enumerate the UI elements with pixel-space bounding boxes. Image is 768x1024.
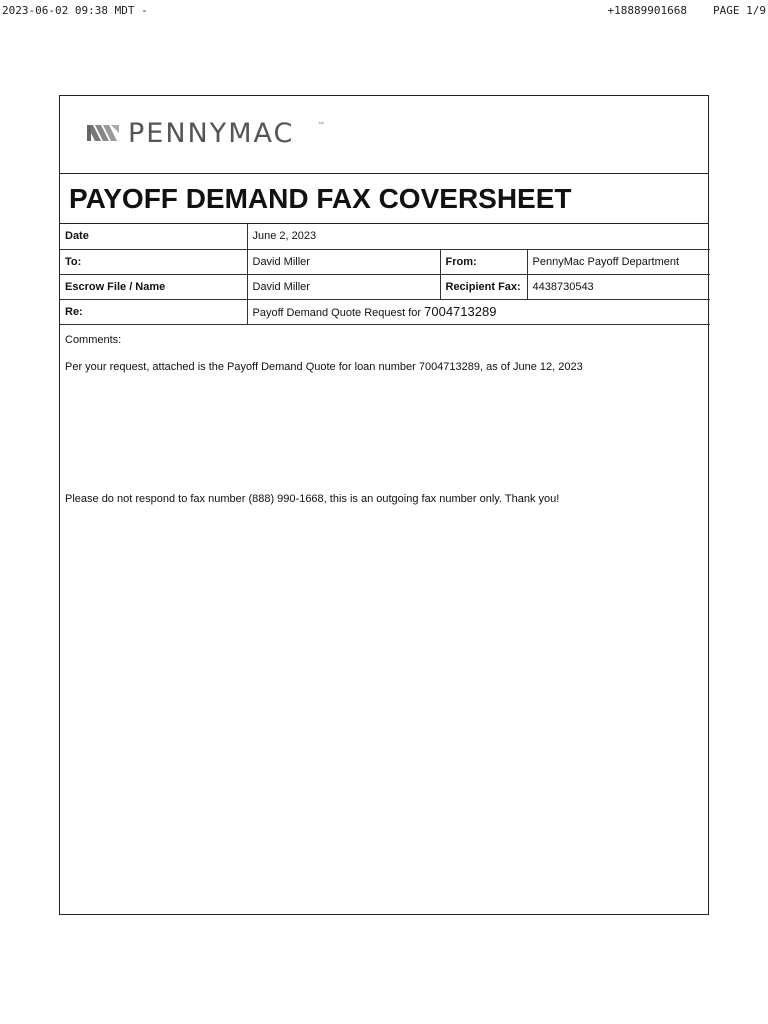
to-from-row bbox=[60, 249, 710, 274]
title-row bbox=[60, 174, 708, 224]
fax-timestamp: 2023-06-02 09:38 MDT - bbox=[2, 4, 148, 17]
fax-coversheet bbox=[59, 95, 709, 915]
pennymac-logo-mark-icon bbox=[87, 123, 121, 143]
from-label: From: bbox=[440, 249, 527, 274]
pennymac-logo-text: PENNYMAC bbox=[128, 118, 295, 149]
date-value: June 2, 2023 bbox=[247, 224, 710, 249]
comments-line-1: Per your request, attached is the Payoff Demand Quote for loan number 7004713289, as of June 12, 2023 bbox=[65, 361, 583, 373]
from-value: PennyMac Payoff Department bbox=[527, 249, 710, 274]
recipient-fax-label: Recipient Fax: bbox=[440, 274, 527, 299]
re-loan-number: 7004713289 bbox=[424, 304, 497, 319]
re-value bbox=[247, 299, 710, 324]
recipient-fax-value: 4438730543 bbox=[527, 274, 710, 299]
fax-transmission-header bbox=[0, 4, 768, 20]
fax-page: PAGE 1/9 bbox=[713, 4, 766, 17]
to-value: David Miller bbox=[247, 249, 440, 274]
date-label: Date bbox=[60, 224, 247, 249]
escrow-value: David Miller bbox=[247, 274, 440, 299]
escrow-label: Escrow File / Name bbox=[60, 274, 247, 299]
escrow-row bbox=[60, 274, 710, 299]
logo-trademark: ™ bbox=[318, 122, 324, 128]
fax-number: +18889901668 bbox=[607, 4, 688, 17]
re-row bbox=[60, 299, 710, 324]
comments-label: Comments: bbox=[65, 334, 122, 346]
logo-row bbox=[60, 96, 708, 174]
date-row bbox=[60, 224, 710, 249]
page-title: PAYOFF DEMAND FAX COVERSHEET bbox=[69, 183, 572, 214]
re-prefix: Payoff Demand Quote Request for bbox=[252, 307, 425, 319]
to-label: To: bbox=[60, 249, 247, 274]
info-table bbox=[60, 224, 710, 325]
comments-line-2: Please do not respond to fax number (888) 990-1668, this is an outgoing fax number only. Thank you! bbox=[65, 493, 560, 505]
re-label: Re: bbox=[60, 299, 247, 324]
fax-number-and-page bbox=[582, 4, 766, 17]
